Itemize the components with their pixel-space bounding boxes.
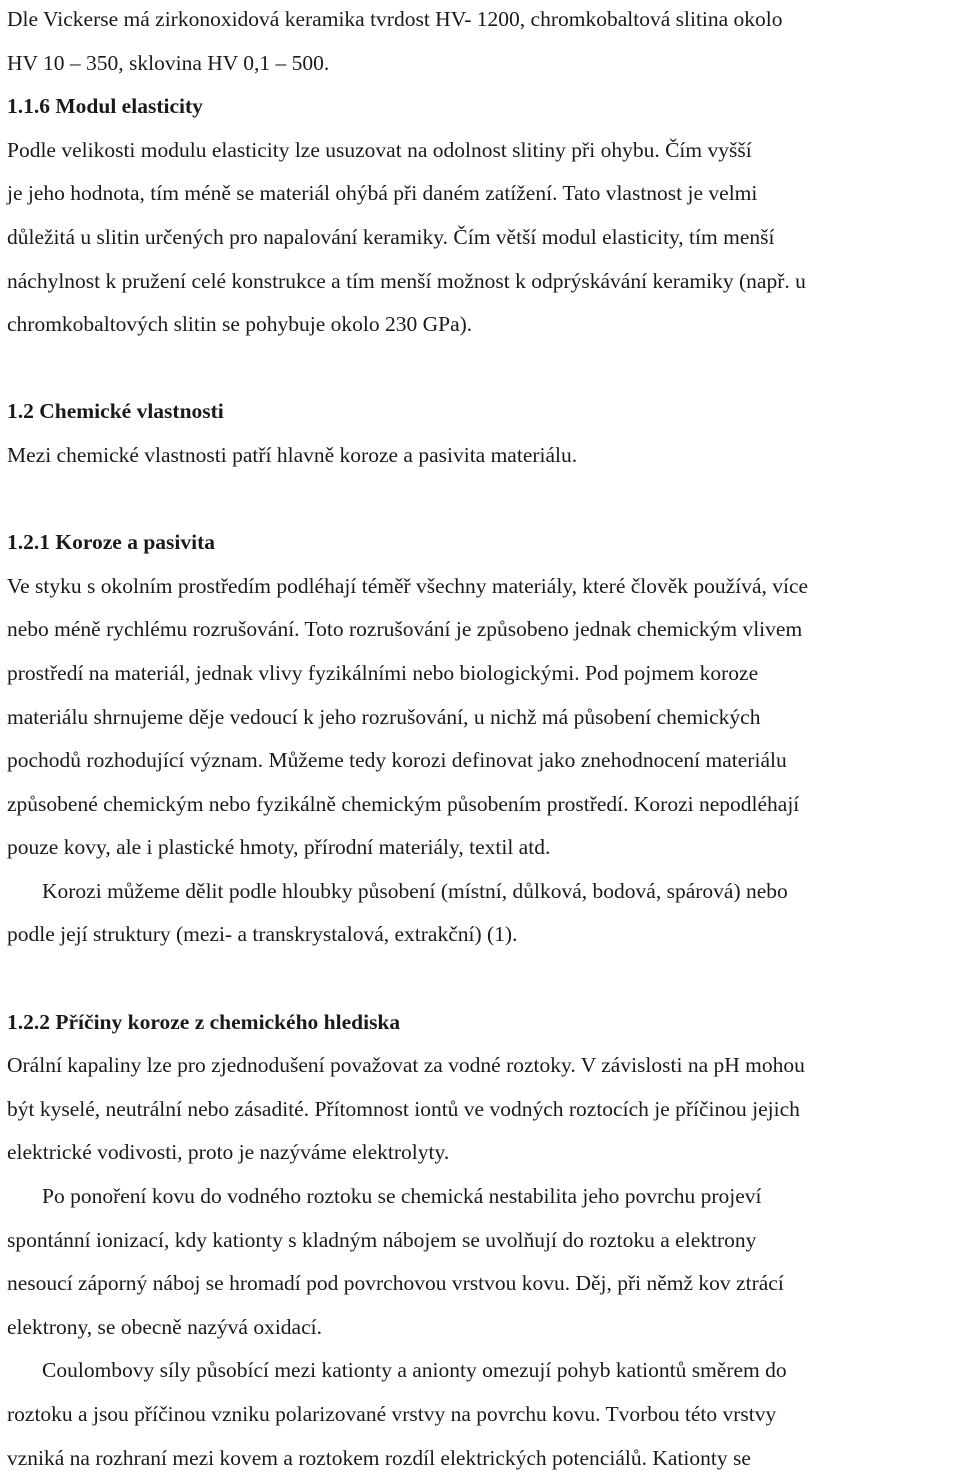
text-line: náchylnost k pružení celé konstrukce a tím menší možnost k odprýskávání keramiky (např. u <box>7 268 806 293</box>
text-line: chromkobaltových slitin se pohybuje okolo 230 GPa). <box>7 312 473 337</box>
text-line: roztoku a jsou příčinou vzniku polarizované vrstvy na povrchu kovu. Tvorbou této vrstvy <box>7 1402 777 1426</box>
text-line: HV 10 – 350, sklovina HV 0,1 – 500. <box>7 50 330 75</box>
text-line: prostředí na materiál, jednak vlivy fyzikálními nebo biologickými. Pod pojmem koroze <box>7 660 759 685</box>
text-line: vzniká na rozhraní mezi kovem a roztokem rozdíl elektrických potenciálů. Kationty se <box>7 1445 751 1470</box>
text-line: Coulombovy síly působící mezi kationty a anionty omezují pohyb kationtů směrem do <box>42 1358 787 1383</box>
text-line: nesoucí záporný náboj se hromadí pod povrchovou vrstvou kovu. Děj, při němž kov ztrácí <box>7 1271 784 1296</box>
text-line: nebo méně rychlému rozrušování. Toto rozrušování je způsobeno jednak chemickým vlivem <box>7 617 803 642</box>
text-line: materiálu shrnujeme děje vedoucí k jeho rozrušování, u nichž má působení chemických <box>7 704 761 729</box>
intro-paragraph <box>7 0 957 85</box>
text-line: Orální kapaliny lze pro zjednodušení považovat za vodné roztoky. V závislosti na pH mohou <box>7 1053 805 1078</box>
text-line: elektrony, se obecně nazývá oxidací. <box>7 1314 322 1339</box>
section-heading: 1.1.6 Modul elasticity <box>7 94 203 119</box>
text-line: Po ponoření kovu do vodného roztoku se chemická nestabilita jeho povrchu projeví <box>42 1184 762 1209</box>
section-heading: 1.2.2 Příčiny koroze z chemického hlediska <box>7 1009 401 1034</box>
document-page <box>7 0 957 1480</box>
section-heading: 1.2.1 Koroze a pasivita <box>7 530 216 555</box>
text-line: podle její struktury (mezi- a transkrystalová, extrakční) (1). <box>7 922 518 947</box>
paragraph-gap <box>7 957 957 1001</box>
text-line: spontánní ionizací, kdy kationty s kladným nábojem se uvolňují do roztoku a elektrony <box>7 1227 757 1252</box>
text-line: Podle velikosti modulu elasticity lze usuzovat na odolnost slitiny při ohybu. Čím vyšší <box>7 137 752 162</box>
text-line: Ve styku s okolním prostředím podléhají téměř všechny materiály, které člověk používá, více <box>7 573 809 598</box>
text-line: Mezi chemické vlastnosti patří hlavně koroze a pasivita materiálu. <box>7 442 578 467</box>
text-line: pochodů rozhodující význam. Můžeme tedy korozi definovat jako znehodnocení materiálu <box>7 748 787 773</box>
section-chemicke-vlastnosti <box>7 390 957 477</box>
section-koroze-a-pasivita <box>7 521 957 957</box>
text-line: být kyselé, neutrální nebo zásadité. Přítomnost iontů ve vodných roztocích je příčinou jejich <box>7 1096 800 1121</box>
paragraph-gap <box>7 347 957 391</box>
text-line: Korozi můžeme dělit podle hloubky působení (místní, důlková, bodová, spárová) nebo <box>42 878 788 903</box>
paragraph-gap <box>7 478 957 522</box>
text-line: je jeho hodnota, tím méně se materiál ohýbá při daném zatížení. Tato vlastnost je velmi <box>7 181 758 206</box>
section-modul-elasticity <box>7 85 957 347</box>
section-priciny-koroze <box>7 1001 957 1480</box>
text-line: Dle Vickerse má zirkonoxidová keramika tvrdost HV- 1200, chromkobaltová slitina okolo <box>7 7 783 31</box>
text-line: způsobené chemickým nebo fyzikálně chemickým působením prostředí. Korozi nepodléhají <box>7 791 800 816</box>
text-line: elektrické vodivosti, proto je nazýváme elektrolyty. <box>7 1140 450 1165</box>
text-line: pouze kovy, ale i plastické hmoty, přírodní materiály, textil atd. <box>7 835 551 860</box>
text-line: důležitá u slitin určených pro napalování keramiky. Čím větší modul elasticity, tím menší <box>7 224 775 249</box>
section-heading: 1.2 Chemické vlastnosti <box>7 399 224 424</box>
